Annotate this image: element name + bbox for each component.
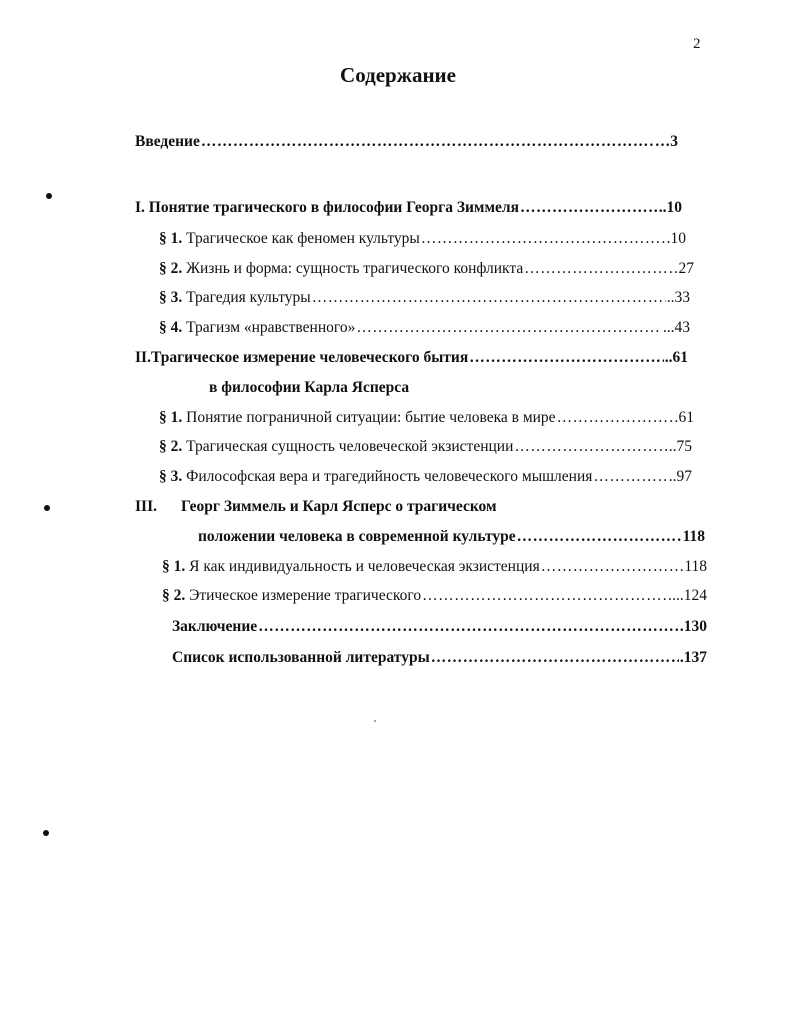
page-number: 2 bbox=[693, 36, 701, 52]
toc-entry-chapter-3 bbox=[135, 497, 497, 517]
toc-page: 118 bbox=[684, 558, 707, 575]
toc-label: Список использованной литературы bbox=[172, 649, 430, 666]
leader-dots bbox=[201, 132, 654, 152]
leader-dots bbox=[312, 288, 666, 308]
toc-entry-chapter-2 bbox=[135, 348, 688, 368]
leader-dots bbox=[593, 467, 667, 487]
section-number: § 2. bbox=[162, 587, 186, 604]
toc-page: .137 bbox=[679, 649, 707, 666]
leader-dots bbox=[557, 408, 678, 428]
leader-dots bbox=[520, 198, 658, 218]
toc-label: Трагедия культуры bbox=[186, 289, 311, 306]
toc-label: Трагическая сущность человеческой экзистенции bbox=[186, 438, 514, 455]
toc-page: ..33 bbox=[666, 289, 690, 306]
section-number: § 2. bbox=[159, 260, 183, 277]
toc-label: положении человека в современной культуре bbox=[198, 528, 516, 545]
toc-page: ...43 bbox=[662, 319, 690, 336]
toc-entry-ch1-s1 bbox=[159, 229, 686, 249]
toc-page: ...124 bbox=[672, 587, 707, 604]
toc-entry-ch1-s3 bbox=[159, 288, 690, 308]
toc-entry-chapter-2-line2: в философии Карла Ясперса bbox=[209, 379, 410, 396]
section-number: § 1. bbox=[159, 230, 183, 247]
section-number: § 4. bbox=[159, 319, 183, 336]
toc-page: 27 bbox=[678, 260, 694, 277]
leader-dots bbox=[421, 229, 666, 249]
toc-label: Этическое измерение трагического bbox=[189, 587, 422, 604]
scan-dot-mark bbox=[43, 830, 49, 836]
toc-entry-intro bbox=[135, 132, 678, 152]
toc-label: Заключение bbox=[172, 618, 258, 635]
toc-page: …3 bbox=[654, 133, 678, 150]
scan-speck bbox=[374, 720, 376, 722]
toc-entry-ch2-s3 bbox=[159, 467, 692, 487]
toc-entry-ch3-s1 bbox=[162, 557, 707, 577]
leader-dots bbox=[431, 648, 679, 668]
section-number: § 1. bbox=[162, 558, 186, 575]
toc-label: Георг Зиммель и Карл Ясперс о трагическом bbox=[181, 498, 497, 515]
toc-page: ..61 bbox=[664, 349, 688, 366]
section-number: § 2. bbox=[159, 438, 183, 455]
toc-page: ..10 bbox=[658, 199, 682, 216]
toc-entry-chapter-1 bbox=[135, 198, 682, 218]
toc-entry-ch2-s2 bbox=[159, 437, 692, 457]
toc-page: .130 bbox=[679, 618, 707, 635]
toc-entry-ch1-s4 bbox=[159, 318, 690, 338]
chapter-roman: III. bbox=[135, 498, 157, 515]
toc-label: Трагическое как феномен культуры bbox=[186, 230, 420, 247]
leader-dots bbox=[422, 586, 671, 606]
toc-label: Трагическое измерение человеческого бытия bbox=[150, 349, 469, 366]
chapter-roman: II. bbox=[135, 349, 151, 366]
toc-entry-ch1-s2 bbox=[159, 259, 694, 279]
scan-dot-mark bbox=[46, 193, 52, 199]
leader-dots bbox=[541, 557, 684, 577]
leader-dots bbox=[514, 437, 667, 457]
leader-dots bbox=[258, 617, 679, 637]
toc-page: ..97 bbox=[668, 468, 692, 485]
toc-entry-chapter-3-line2 bbox=[198, 527, 705, 547]
leader-dots bbox=[524, 259, 677, 279]
toc-entry-conclusion bbox=[172, 617, 707, 637]
toc-entry-bibliography bbox=[172, 648, 707, 668]
section-number: § 3. bbox=[159, 468, 183, 485]
toc-label: Я как индивидуальность и человеческая экзистенция bbox=[189, 558, 540, 575]
section-number: § 3. bbox=[159, 289, 183, 306]
toc-label: Философская вера и трагедийность человеческого мышления bbox=[186, 468, 593, 485]
toc-page: 61 bbox=[678, 409, 694, 426]
page-title: Содержание bbox=[340, 63, 456, 87]
toc-entry-ch2-s1 bbox=[159, 408, 694, 428]
toc-page: .10 bbox=[666, 230, 686, 247]
toc-label: Жизнь и форма: сущность трагического конфликта bbox=[186, 260, 524, 277]
toc-page: ..75 bbox=[668, 438, 692, 455]
leader-dots bbox=[517, 527, 682, 547]
toc-label: I. Понятие трагического в философии Георга Зиммеля bbox=[135, 199, 520, 216]
toc-label: Трагизм «нравственного» bbox=[186, 319, 356, 336]
toc-entry-ch3-s2 bbox=[162, 586, 707, 606]
leader-dots bbox=[469, 348, 664, 368]
toc-page: 118 bbox=[682, 528, 705, 545]
scan-dot-mark bbox=[44, 505, 50, 511]
toc-label: Введение bbox=[135, 133, 200, 150]
toc-label: Понятие пограничной ситуации: бытие человека в мире bbox=[186, 409, 556, 426]
section-number: § 1. bbox=[159, 409, 183, 426]
leader-dots bbox=[356, 318, 662, 338]
